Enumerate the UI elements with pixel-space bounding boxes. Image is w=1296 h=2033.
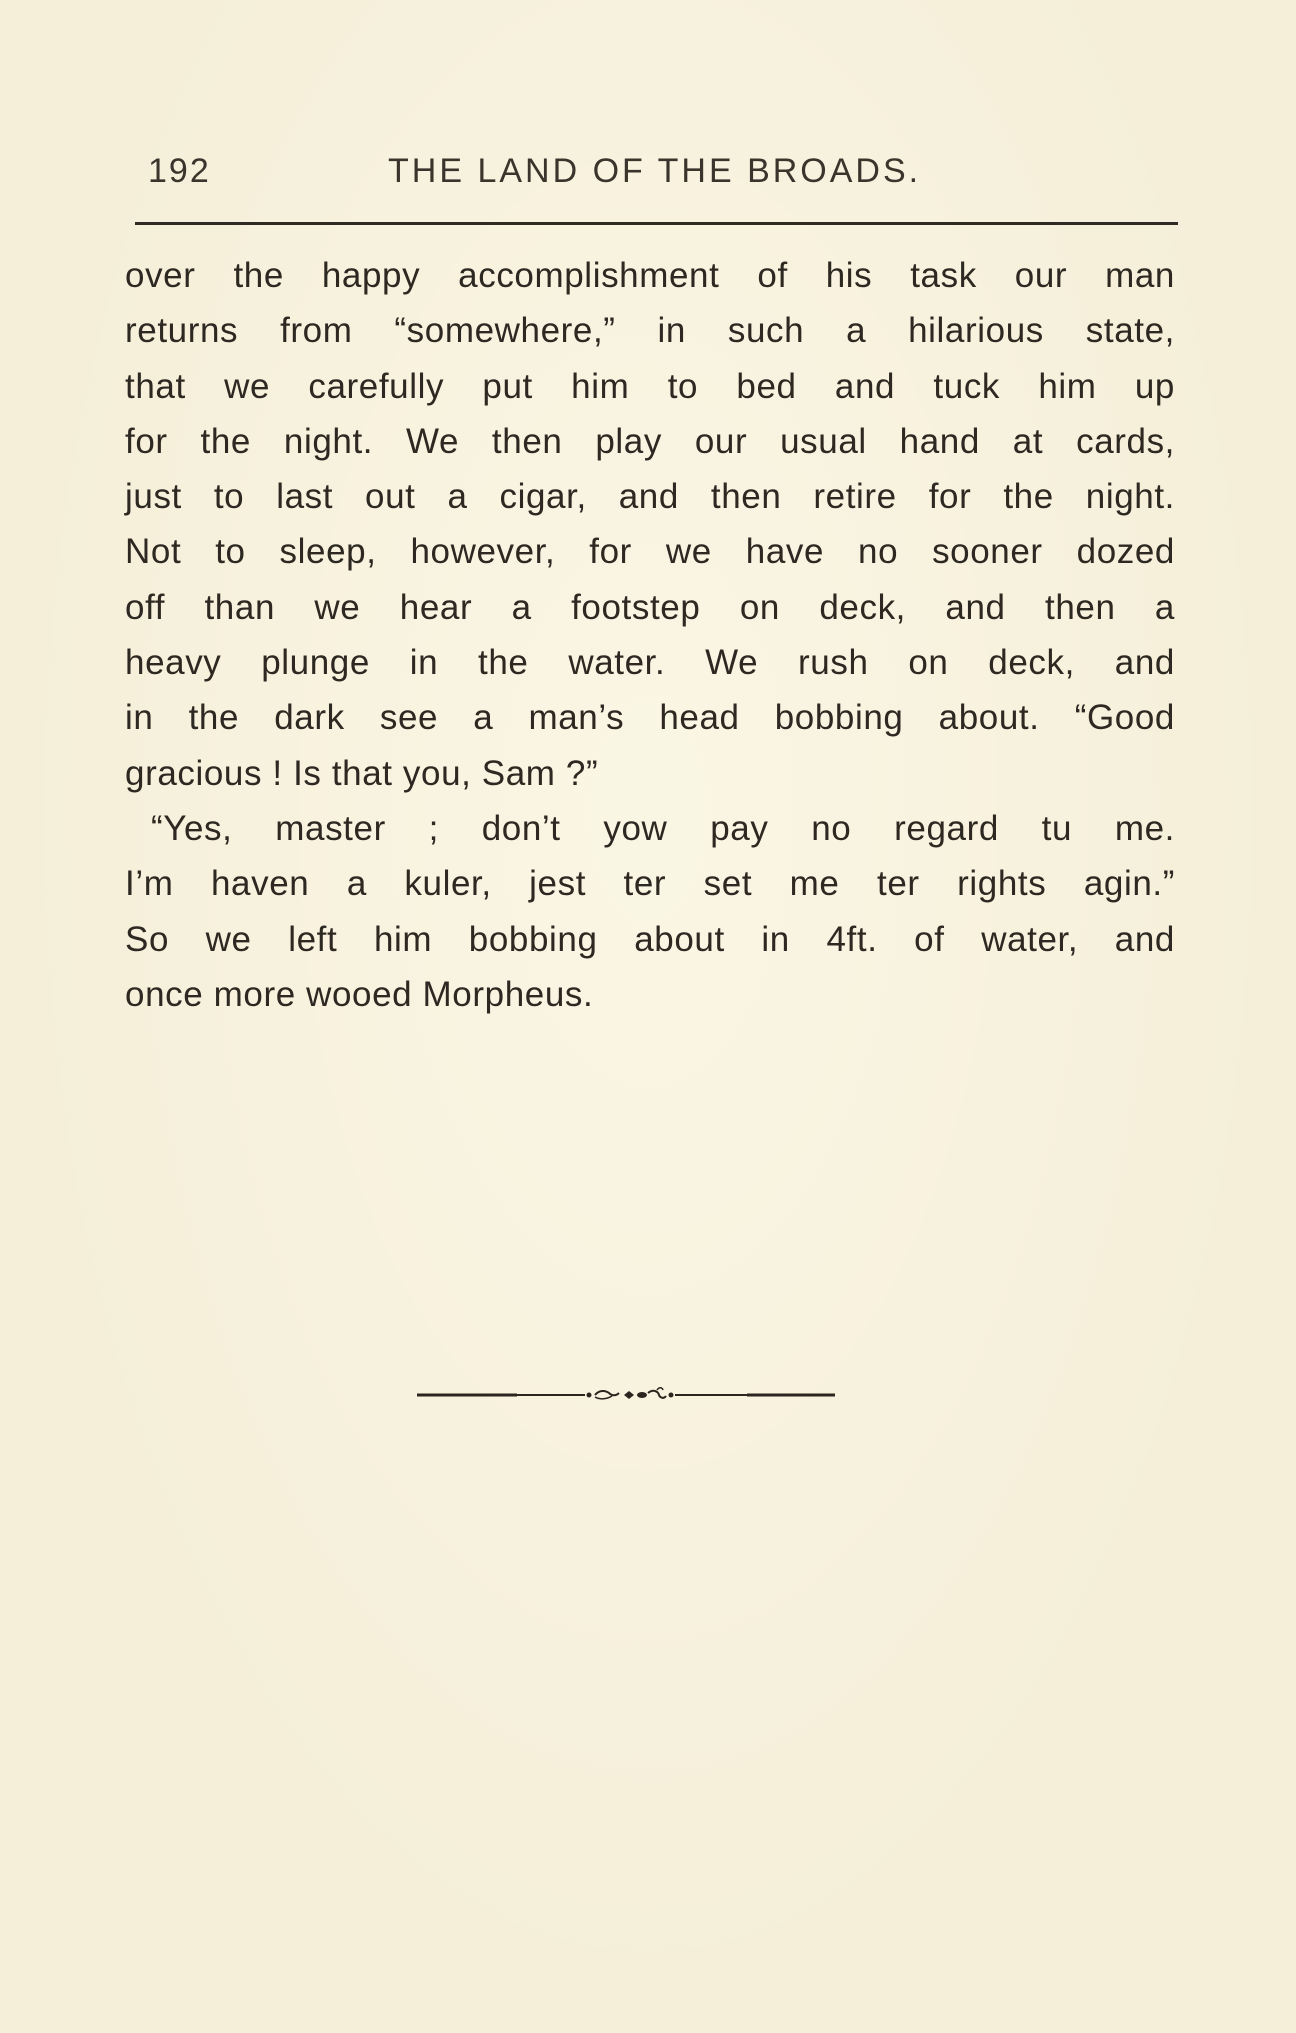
text-line: Not to sleep, however, for we have no sooner dozed — [125, 532, 1175, 572]
running-title: THE LAND OF THE BROADS. — [388, 152, 922, 190]
header-rule — [135, 222, 1178, 225]
text-line: just to last out a cigar, and then retire for the night. — [125, 477, 1175, 517]
page-number: 192 — [148, 152, 211, 190]
text-line: returns from “somewhere,” in such a hilarious state, — [125, 311, 1175, 351]
body-text — [125, 248, 1175, 1022]
text-line: once more wooed Morpheus. — [125, 974, 594, 1014]
text-line: gracious ! Is that you, Sam ?” — [125, 753, 599, 793]
text-line: in the dark see a man’s head bobbing about. “Good — [125, 698, 1175, 738]
text-line: “Yes, master ; don’t yow pay no regard tu me. — [151, 808, 1175, 848]
tailpiece-ornament-icon — [417, 1384, 835, 1404]
text-line: off than we hear a footstep on deck, and then a — [125, 587, 1175, 627]
page-header — [148, 152, 1178, 202]
text-line: that we carefully put him to bed and tuck him up — [125, 366, 1175, 406]
text-line: for the night. We then play our usual hand at cards, — [125, 421, 1175, 461]
text-line: heavy plunge in the water. We rush on deck, and — [125, 643, 1175, 683]
text-line: So we left him bobbing about in 4ft. of water, and — [125, 919, 1175, 959]
text-line: over the happy accomplishment of his task our man — [125, 256, 1175, 295]
text-line: I’m haven a kuler, jest ter set me ter rights agin.” — [125, 864, 1175, 904]
